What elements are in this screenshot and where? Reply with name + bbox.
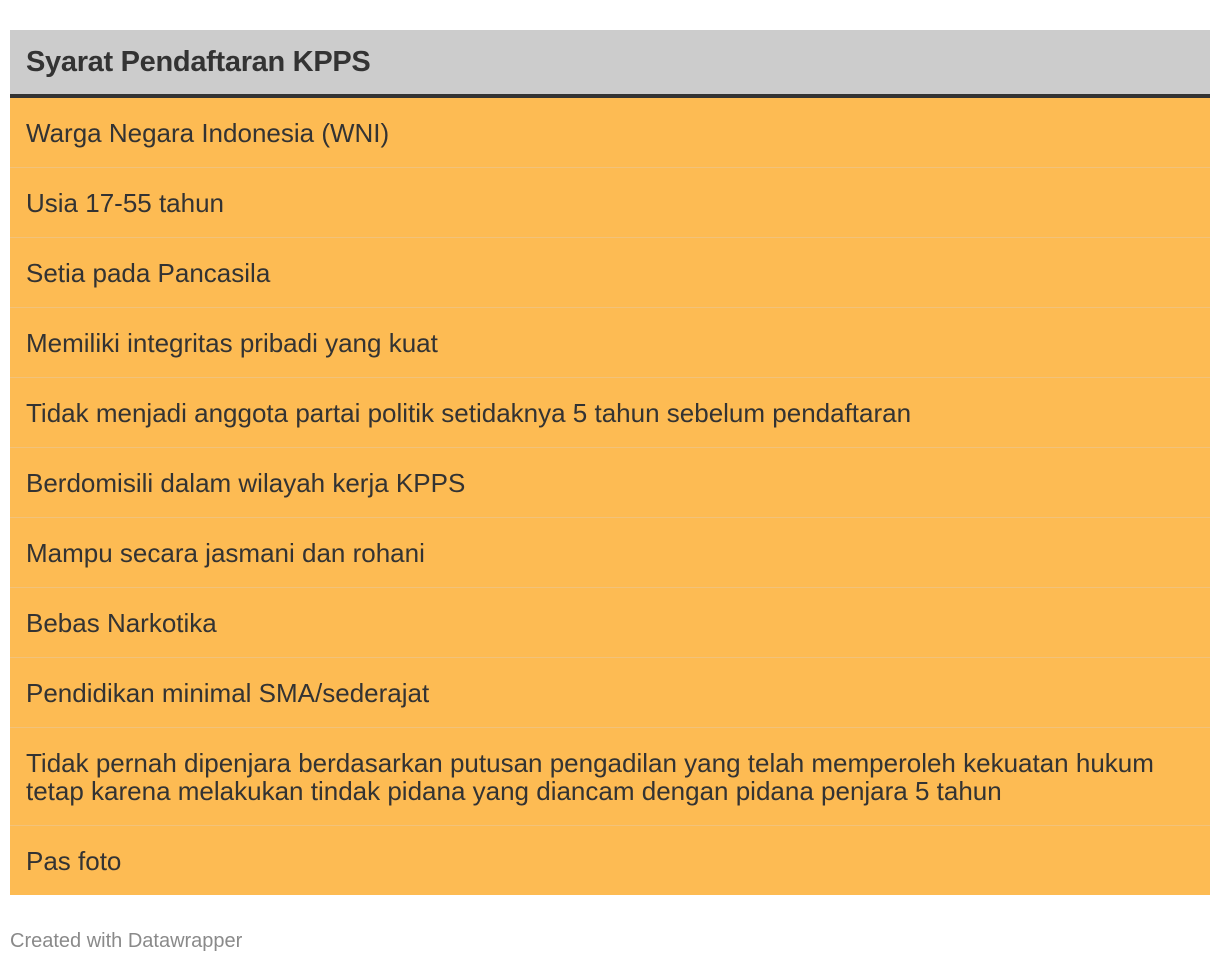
table-row	[10, 308, 1210, 378]
table-cell: Bebas Narkotika	[10, 588, 1210, 658]
table-row	[10, 96, 1210, 168]
table-header[interactable]: Syarat Pendaftaran KPPS	[10, 30, 1210, 96]
table-cell: Tidak menjadi anggota partai politik setidaknya 5 tahun sebelum pendaftaran	[10, 378, 1210, 448]
table-row	[10, 448, 1210, 518]
table-cell: Pendidikan minimal SMA/sederajat	[10, 658, 1210, 728]
table-cell: Berdomisili dalam wilayah kerja KPPS	[10, 448, 1210, 518]
table-cell: Warga Negara Indonesia (WNI)	[10, 96, 1210, 168]
table-cell: Tidak pernah dipenjara berdasarkan putusan pengadilan yang telah memperoleh kekuatan hukum tetap karena melakukan tindak pidana yang diancam dengan pidana penjara 5 tahun	[10, 728, 1210, 826]
requirements-table	[10, 30, 1210, 895]
table-row	[10, 588, 1210, 658]
table-row	[10, 378, 1210, 448]
table-cell: Setia pada Pancasila	[10, 238, 1210, 308]
table-header-row	[10, 30, 1210, 96]
table-cell: Usia 17-55 tahun	[10, 168, 1210, 238]
datawrapper-credit: Created with Datawrapper	[10, 930, 243, 952]
table-cell: Mampu secara jasmani dan rohani	[10, 518, 1210, 588]
table-row	[10, 238, 1210, 308]
table-row	[10, 826, 1210, 896]
table-row	[10, 728, 1210, 826]
requirements-table-container	[10, 30, 1210, 895]
table-row	[10, 658, 1210, 728]
table-row	[10, 518, 1210, 588]
table-cell: Pas foto	[10, 826, 1210, 896]
table-cell: Memiliki integritas pribadi yang kuat	[10, 308, 1210, 378]
table-row	[10, 168, 1210, 238]
